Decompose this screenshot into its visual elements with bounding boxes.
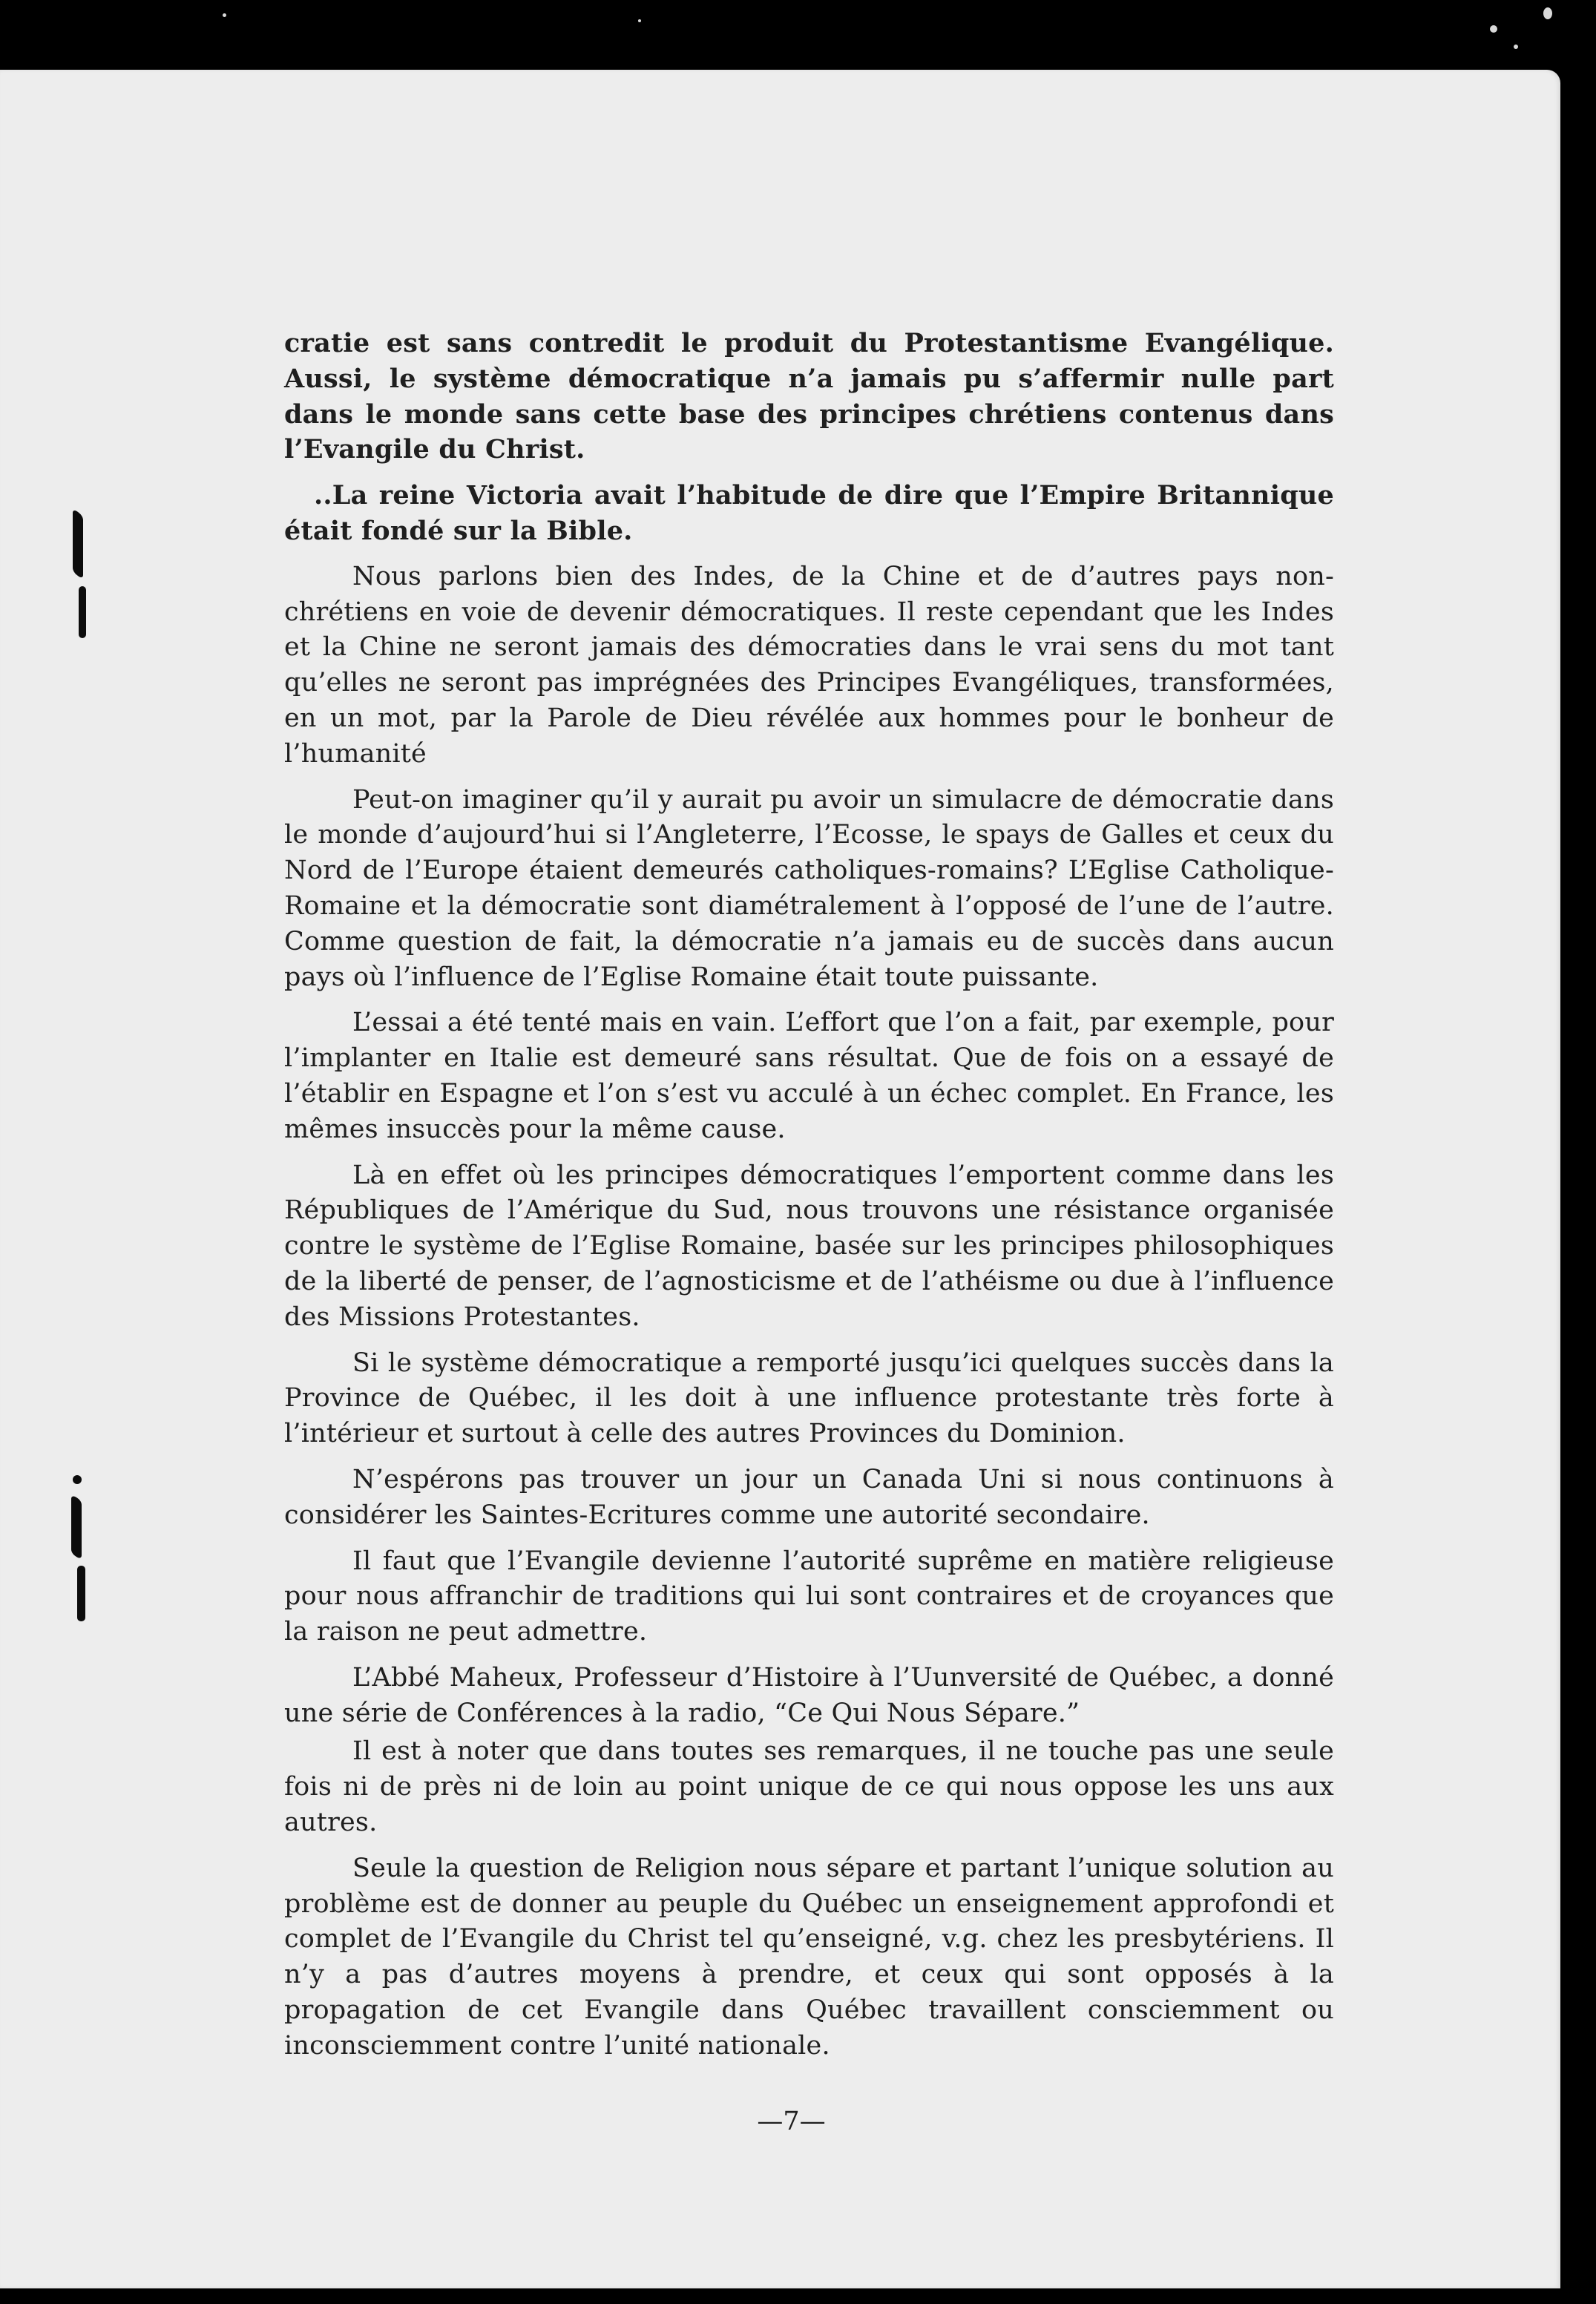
- scan-speck: [223, 13, 226, 17]
- paragraph-10: L’Abbé Maheux, Professeur d’Histoire à l’Uunversité de Québec, a donné une série de Conférences à la radio, “Ce Qui Nous Sépare.”: [284, 1662, 1334, 1728]
- document-page: [0, 70, 1560, 2288]
- paragraph-12: Seule la question de Religion nous sépare et partant l’unique solution au problème est de donner au peuple du Québec un enseignement approfondi et complet de l’Evangile du Christ tel qu’enseigné, v.g. chez les presbytériens. Il n’y a pas d’autres moyens à prendre, et ceux qui sont opposés à la propagation de cet Evangile dans Québec travaillent consciemment ou inconsciemment contre l’unité nationale.: [284, 1853, 1334, 2061]
- paragraph-7: Si le système démocratique a remporté jusqu’ici quelques succès dans la Province de Québec, il les doit à une influence protestante très forte à l’intérieur et surtout à celle des autres Provinces du Dominion.: [284, 1348, 1334, 1449]
- paragraph-1: cratie est sans contredit le produit du Protestantisme Evangélique. Aussi, le système démocratique n’a jamais pu s’affermir nulle part dans le monde sans cette base des principes chrétiens contenus dans l’Evangile du Christ.: [284, 328, 1334, 465]
- binding-hole-mark: [73, 508, 83, 580]
- scan-speck: [638, 19, 641, 22]
- paragraph-9: Il faut que l’Evangile devienne l’autorité suprême en matière religieuse pour nous affranchir de traditions qui lui sont contraires et de croyances que la raison ne peut admettre.: [284, 1546, 1334, 1647]
- paragraph-2: ..La reine Victoria avait l’habitude de dire que l’Empire Britannique était fondé sur la Bible.: [284, 480, 1334, 546]
- binding-hole-mark: [77, 1566, 85, 1621]
- paragraph-8: N’espérons pas trouver un jour un Canada Uni si nous continuons à considérer les Saintes-Ecritures comme une autorité secondaire.: [284, 1464, 1334, 1530]
- binding-hole-mark: [71, 1494, 82, 1560]
- paragraph-6: Là en effet où les principes démocratiques l’emportent comme dans les Républiques de l’Amérique du Sud, nous trouvons une résistance organisée contre le système de l’Eglise Romaine, basée sur les principes philosophiques de la liberté de penser, de l’agnosticisme et de l’athéisme ou due à l’influence des Missions Protestantes.: [284, 1160, 1334, 1332]
- binding-hole-mark: [73, 1475, 82, 1484]
- paragraph-11: Il est à noter que dans toutes ses remarques, il ne touche pas une seule fois ni de près ni de loin au point unique de ce qui nous oppose les uns aux autres.: [284, 1736, 1334, 1838]
- body-text: [284, 326, 1334, 2075]
- paragraph-5: L’essai a été tenté mais en vain. L’effort que l’on a fait, par exemple, pour l’implanter en Italie est demeuré sans résultat. Que de fois on a essayé de l’établir en Espagne et l’on s’est vu acculé à un échec complet. En France, les mêmes insuccès pour la même cause.: [284, 1008, 1334, 1144]
- page-number: —7—: [757, 2107, 826, 2136]
- scan-speck: [1490, 25, 1497, 33]
- scan-speck: [1543, 7, 1552, 19]
- paragraph-4: Peut-on imaginer qu’il y aurait pu avoir un simulacre de démocratie dans le monde d’aujourd’hui si l’Angleterre, l’Ecosse, le spays de Galles et ceux du Nord de l’Europe étaient demeurés catholiques-romains? L’Eglise Catholique-Romaine et la démocratie sont diamétralement à l’opposé de l’une de l’autre. Comme question de fait, la démocratie n’a jamais eu de succès dans aucun pays où l’influence de l’Eglise Romaine était toute puissante.: [284, 784, 1334, 992]
- scan-speck: [1514, 45, 1518, 49]
- paragraph-3: Nous parlons bien des Indes, de la Chine et de d’autres pays non-chrétiens en voie de devenir démocratiques. Il reste cependant que les Indes et la Chine ne seront jamais des démocraties dans le vrai sens du mot tant qu’elles ne seront pas imprégnées des Principes Evangéliques, transformées, en un mot, par la Parole de Dieu révélée aux hommes pour le bonheur de l’humanité: [284, 561, 1334, 769]
- binding-hole-mark: [79, 586, 86, 638]
